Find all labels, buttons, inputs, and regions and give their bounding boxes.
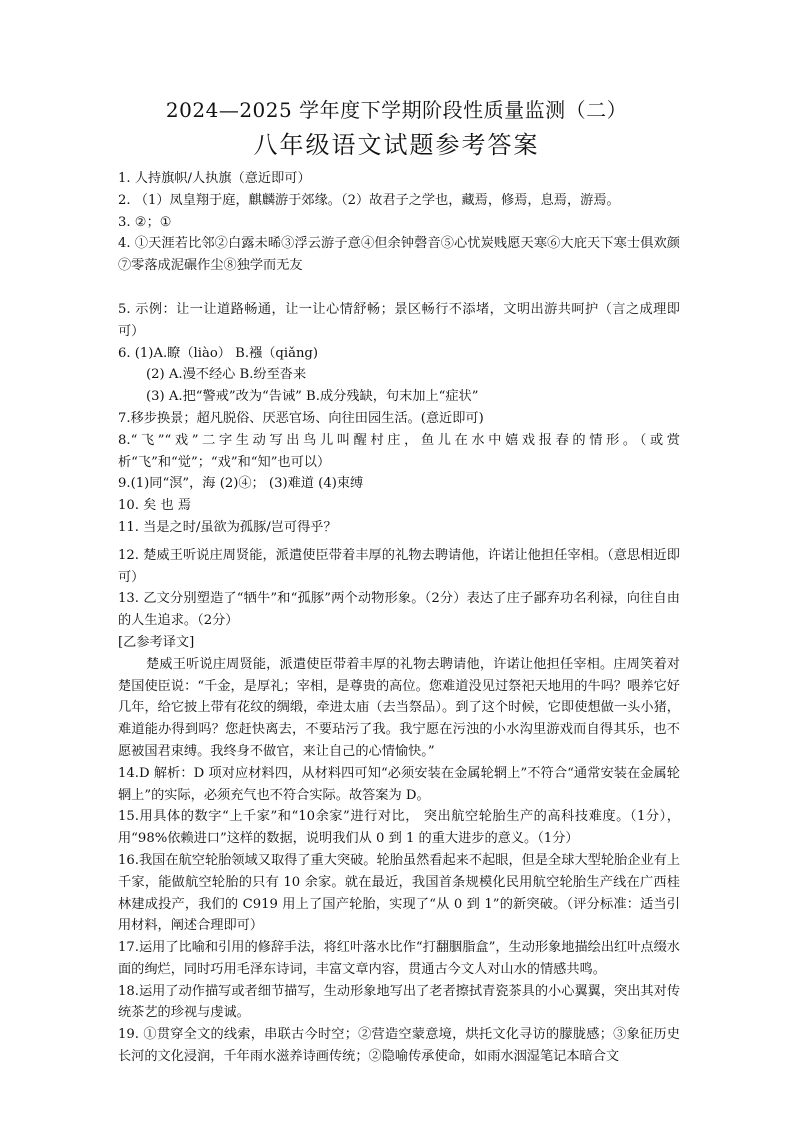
exam-title: 2024—2025 学年度下学期阶段性质量监测（二） — [165, 98, 628, 122]
answer-item-11: 11. 当是之时/虽欲为孤豚/岂可得乎？ — [118, 519, 337, 535]
answer-item-17: 17.运用了比喻和引用的修辞手法，将红叶落水比作“打翻胭脂盒”，生动形象地描绘出红叶点缀水面的绚烂，同时巧用毛泽东诗词，丰富文章内容，贯通古今文人对山水的情感共鸣。 — [118, 940, 680, 977]
answer-item-12: 12. 楚威王听说庄周贤能，派遣使臣带着丰厚的礼物去聘请他，许诺让他担任宰相。（意思相近即可） — [118, 547, 680, 585]
answer-list — [118, 168, 680, 1068]
spacer — [118, 277, 680, 299]
answer-item-8: 8.“飞”“戏”二字生动写出鸟儿叫醒村庄，鱼儿在水中嬉戏报春的情形。（或赏析“飞”和“觉”；“戏”和“知”也可以） — [118, 432, 680, 470]
answer-item-10: 10. 矣 也 焉 — [118, 498, 192, 514]
answer-item-6-3: (3) A.把“警戒”改为“告诫” B.成分残缺，句末加上“症状” — [146, 389, 479, 405]
answer-item-9: 9.(1)同“溟”，海 (2)④； (3)难道 (4)束缚 — [118, 476, 364, 492]
answer-item-5: 5. 示例：让一让道路畅通，让一让心情舒畅；景区畅行不添堵，文明出游共呵护（言之成理即可） — [118, 301, 680, 339]
answer-item-15: 15.用具体的数字“上千家”和“10余家”进行对比， 突出航空轮胎生产的高科技难度。（1分），用“98%依赖进口”这样的数据，说明我们从 0 到 1 的重大进步的意义。（1分） — [118, 809, 680, 847]
answer-item-6-2: (2) A.漫不经心 B.纷至沓来 — [146, 367, 307, 383]
answer-item-19: 19. ①贯穿全文的线索，串联古今时空；②营造空蒙意境，烘托文化寻访的朦胧感；③象征历史长河的文化浸润，千年雨水滋养诗画传统；②隐喻传承使命，如雨水洇湿笔记本暗合文 — [118, 1027, 680, 1065]
answer-item-14: 14.D 解析：D 项对应材料四，从材料四可知“必须安装在金属轮辋上”不符合“通常安装在金属轮辋上”的实际，必须充气也不符合实际。故答案为 D。 — [118, 765, 680, 803]
answer-item-3: 3. ②；① — [118, 214, 172, 230]
translation-heading: [乙参考译文] — [118, 634, 195, 650]
answer-item-16: 16.我国在航空轮胎领域又取得了重大突破。轮胎虽然看起来不起眼，但是全球大型轮胎企业有上千家，能做航空轮胎的只有 10 余家。就在最近，我国首条规模化民用航空轮胎生产线在广西桂林建成投产，我们的 C919 用上了国产轮胎，实现了“从 0 到 1”的新突破。（评分标准：适当引用材料，阐述合理即可） — [118, 852, 680, 934]
answer-item-13: 13. 乙文分别塑造了“牺牛”和“孤豚”两个动物形象。（2分）表达了庄子鄙弃功名利禄，向往自由的人生追求。（2分） — [118, 591, 680, 629]
answer-key-title: 八年级语文试题参考答案 — [253, 131, 540, 159]
answer-item-1: 1. 人持旗帜/人执旗（意近即可） — [118, 171, 311, 186]
answer-item-7: 7.移步换景；超凡脱俗、厌恶官场、向往田园生活。(意近即可) — [118, 410, 484, 426]
answer-item-2: 2. （1）凤皇翔于庭，麒麟游于郊缘。（2）故君子之学也，藏焉，修焉，息焉，游焉。 — [118, 192, 620, 208]
translation-text: 楚威王听说庄周贤能，派遣使臣带着丰厚的礼物去聘请他，许诺让他担任宰相。庄周笑着对楚国使臣说：“千金，是厚礼；宰相，是尊贵的高位。您难道没见过祭祀天地用的牛吗？喂养它好几年，给它披上带有花纹的绸缎，牵进太庙（去当祭品）。到了这个时候，它即使想做一头小猪，难道能办得到吗？您赶快离去，不要玷污了我。我宁愿在污浊的小水沟里游戏而自得其乐，也不愿被国君束缚。我终身不做官，来让自己的心情愉快。” — [118, 656, 680, 759]
answer-item-18: 18.运用了动作描写或者细节描写，生动形象地写出了老者擦拭青瓷茶具的小心翼翼，突出其对传统茶艺的珍视与虔诚。 — [118, 983, 680, 1021]
answer-item-6-1: 6. (1)A.瞭（liào） B.襁（qiǎng) — [118, 345, 319, 361]
answer-item-4: 4. ①天涯若比邻②白露未晞③浮云游子意④但余钟磬音⑤心忧炭贱愿天寒⑥大庇天下寒士俱欢颜⑦零落成泥碾作尘⑧独学而无友 — [118, 236, 680, 274]
